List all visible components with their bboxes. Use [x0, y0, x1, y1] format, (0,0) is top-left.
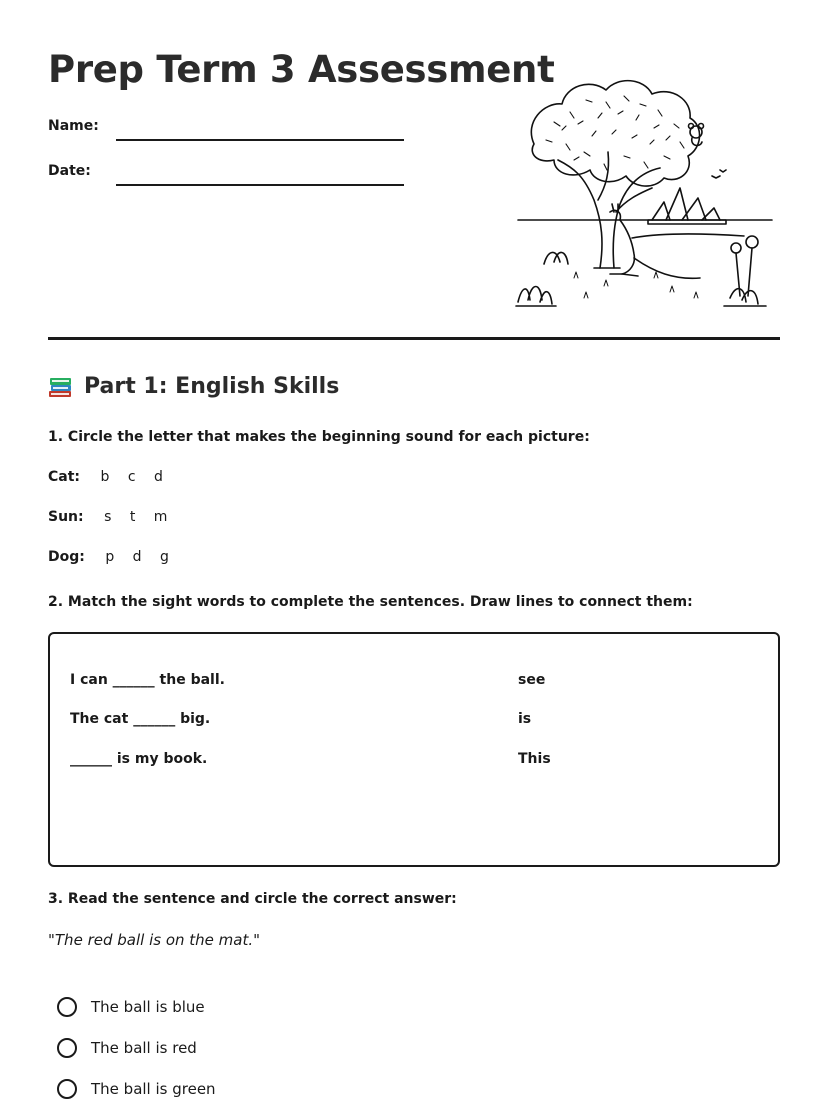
letter-option[interactable]: b	[100, 469, 110, 485]
question-2-prompt: 2. Match the sight words to complete the sentences. Draw lines to connect them:	[48, 594, 693, 610]
australian-landscape-illustration	[514, 72, 776, 316]
match-sentence[interactable]: I can ______ the ball.	[70, 672, 225, 688]
question-3-prompt: 3. Read the sentence and circle the correct answer:	[48, 891, 457, 907]
sound-row-dog	[48, 549, 183, 565]
letter-option[interactable]: c	[127, 469, 136, 485]
radio-circle[interactable]	[57, 1079, 77, 1099]
name-line[interactable]	[116, 139, 404, 141]
match-sentence[interactable]: ______ is my book.	[70, 751, 208, 767]
answer-option-label: The ball is blue	[91, 998, 205, 1016]
letter-option[interactable]: t	[129, 509, 136, 525]
section-title-text: Part 1: English Skills	[84, 374, 340, 399]
sound-row-sun	[48, 509, 181, 525]
sound-label: Dog:	[48, 549, 85, 565]
section-divider	[48, 337, 780, 340]
letter-option[interactable]: d	[132, 549, 142, 565]
match-word[interactable]: see	[518, 672, 546, 688]
letter-option[interactable]: d	[153, 469, 163, 485]
name-field[interactable]	[48, 118, 408, 148]
date-line[interactable]	[116, 184, 404, 186]
name-label: Name:	[48, 118, 99, 134]
sound-label: Cat:	[48, 469, 81, 485]
letter-option[interactable]: s	[104, 509, 112, 525]
matching-box[interactable]	[48, 632, 780, 867]
match-sentence[interactable]: The cat ______ big.	[70, 711, 211, 727]
match-word[interactable]: is	[518, 711, 532, 727]
books-icon	[48, 375, 74, 399]
answer-option-label: The ball is red	[91, 1039, 197, 1057]
radio-circle[interactable]	[57, 997, 77, 1017]
sound-label: Sun:	[48, 509, 84, 525]
letter-option[interactable]: m	[153, 509, 168, 525]
reading-sentence: "The red ball is on the mat."	[48, 931, 261, 949]
match-word[interactable]: This	[518, 751, 551, 767]
worksheet-page	[48, 0, 780, 1118]
letter-option[interactable]: g	[160, 549, 169, 565]
date-field[interactable]	[48, 163, 408, 193]
answer-option-1[interactable]	[57, 994, 205, 1020]
answer-option-3[interactable]	[57, 1076, 216, 1102]
answer-option-label: The ball is green	[91, 1080, 216, 1098]
question-1-prompt: 1. Circle the letter that makes the beginning sound for each picture:	[48, 429, 590, 445]
page-title: Prep Term 3 Assessment	[48, 48, 555, 91]
letter-option[interactable]: p	[105, 549, 115, 565]
answer-option-2[interactable]	[57, 1035, 197, 1061]
date-label: Date:	[48, 163, 91, 179]
sound-row-cat	[48, 469, 177, 485]
section-title-part1	[48, 374, 339, 399]
radio-circle[interactable]	[57, 1038, 77, 1058]
